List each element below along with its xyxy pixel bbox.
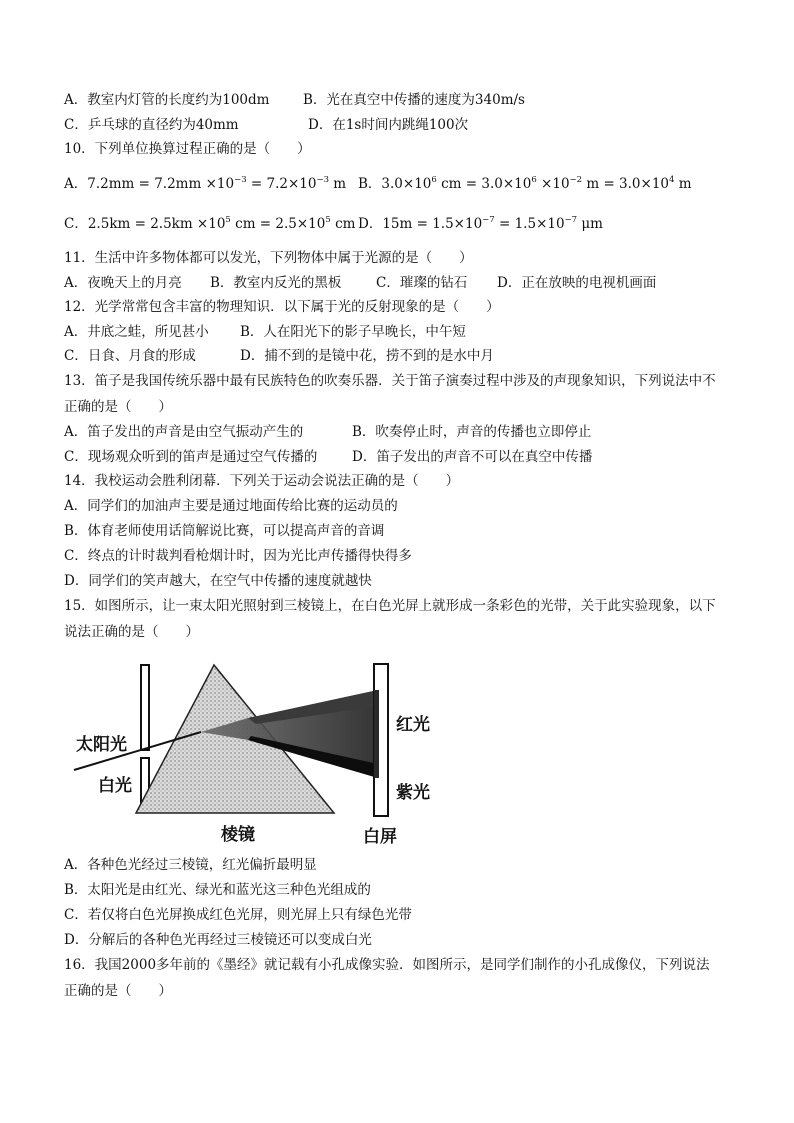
q10-option-c-part: cm <box>330 216 356 232</box>
q15-option-a: A．各种色光经过三棱镜，红光偏折最明显 <box>64 857 317 873</box>
q14-option-a: A．同学们的加油声主要是通过地面传给比赛的运动员的 <box>64 498 398 514</box>
q10-option-b-part: m <box>674 176 692 192</box>
q16-stem-line-2: 正确的是（ ） <box>64 983 172 999</box>
q11-option-a: A．夜晚天上的月亮 <box>64 275 182 291</box>
label-red-light: 红光 <box>396 715 430 735</box>
q9-option-d: D．在1s时间内跳绳100次 <box>308 117 469 133</box>
q12-option-b: B．人在阳光下的影子早晚长，中午短 <box>240 324 466 340</box>
q10-option-b-part: 3.0×10 <box>381 176 432 192</box>
q10-option-d-letter: D． <box>358 216 383 232</box>
q10-option-c-exponent: 5 <box>325 215 331 225</box>
q10-option-c-exponent: 5 <box>225 215 231 225</box>
label-white-light: 白光 <box>98 776 132 796</box>
q15-option-b: B．太阳光是由红光、绿光和蓝光这三种色光组成的 <box>64 882 371 898</box>
q13-stem-line-1: 13．笛子是我国传统乐器中最有民族特色的吹奏乐器．关于笛子演奏过程中涉及的声现象知识，下列说法中不 <box>64 373 716 389</box>
q10-option-c-part: cm = 2.5×10 <box>230 216 326 232</box>
q10-option-a-part: 7.2mm = 7.2mm ×10 <box>87 176 235 192</box>
q13-stem-line-2: 正确的是（ ） <box>64 399 172 415</box>
q11-option-d: D．正在放映的电视机画面 <box>497 275 657 291</box>
q10-option-a-part: m <box>329 176 347 192</box>
q12-option-c: C．日食、月食的形成 <box>64 348 196 364</box>
q10-stem: 10．下列单位换算过程正确的是（ ） <box>64 141 311 157</box>
q12-option-d: D．捕不到的是镜中花，捞不到的是水中月 <box>240 348 494 364</box>
q10-option-b-part: cm = 3.0×10 <box>436 176 532 192</box>
label-violet-light: 紫光 <box>396 783 430 803</box>
label-prism: 棱镜 <box>221 825 255 845</box>
q10-option-d-exponent: −7 <box>482 215 495 225</box>
q14-option-d: D．同学们的笑声越大，在空气中传播的速度就越快 <box>64 573 372 589</box>
q10-option-b <box>358 175 692 193</box>
q13-option-d: D．笛子发出的声音不可以在真空中传播 <box>352 449 593 465</box>
spectrum-on-screen <box>374 690 379 778</box>
q10-option-b-part: ×10 <box>536 176 570 192</box>
q13-option-c: C．现场观众听到的笛声是通过空气传播的 <box>64 449 318 465</box>
q15-option-d: D．分解后的各种色光再经过三棱镜还可以变成白光 <box>64 932 372 948</box>
q10-option-d-part: = 1.5×10 <box>494 216 565 232</box>
q10-option-b-exponent: 6 <box>431 175 437 185</box>
q10-option-a-part: = 7.2×10 <box>246 176 317 192</box>
q10-option-b-letter: B． <box>358 176 382 192</box>
q10-option-a-exponent: −3 <box>316 175 329 185</box>
q10-option-a <box>64 175 346 193</box>
q9-option-b: B．光在真空中传播的速度为340m/s <box>303 92 525 108</box>
q11-option-b: B．教室内反光的黑板 <box>210 275 342 291</box>
label-sunlight: 太阳光 <box>76 735 127 755</box>
q13-option-b: B．吹奏停止时，声音的传播也立即停止 <box>352 424 592 440</box>
q10-option-c <box>64 215 355 233</box>
q9-option-a: A．教室内灯管的长度约为100dm <box>64 92 270 108</box>
q10-option-b-exponent: 4 <box>669 175 675 185</box>
q9-option-c: C．乒乓球的直径约为40mm <box>64 117 239 133</box>
q15-stem-line-2: 说法正确的是（ ） <box>64 624 199 640</box>
q10-option-c-part: 2.5km = 2.5km ×10 <box>87 216 226 232</box>
q15-option-c: C．若仅将白色光屏换成红色光屏，则光屏上只有绿色光带 <box>64 907 412 923</box>
q10-option-d-exponent: −7 <box>564 215 578 225</box>
q10-option-b-part: m = 3.0×10 <box>582 176 670 192</box>
q10-option-a-exponent: −3 <box>234 175 247 185</box>
q10-option-d-part: 15m = 1.5×10 <box>382 216 483 232</box>
q16-stem-line-1: 16．我国2000多年前的《墨经》就记载有小孔成像实验．如图所示，是同学们制作的小孔成像仪，下列说法 <box>64 957 710 973</box>
q12-option-a: A．井底之蛙，所见甚小 <box>64 324 209 340</box>
q10-option-b-exponent: −2 <box>569 175 583 185</box>
q14-stem: 14．我校运动会胜利闭幕．下列关于运动会说法正确的是（ ） <box>64 473 460 489</box>
q10-option-d <box>358 215 603 233</box>
q14-option-b: B．体育老师使用话筒解说比赛，可以提高声音的音调 <box>64 523 385 539</box>
q10-option-a-letter: A． <box>64 176 88 192</box>
q14-option-c: C．终点的计时裁判看枪烟计时，因为光比声传播得快得多 <box>64 548 412 564</box>
slit-plate-upper <box>141 665 149 750</box>
q10-option-d-part: μm <box>577 216 603 232</box>
q12-stem: 12．光学常常包含丰富的物理知识．以下属于光的反射现象的是（ ） <box>64 299 500 315</box>
q11-option-c: C．璀璨的钻石 <box>376 275 468 291</box>
q10-option-c-letter: C． <box>64 216 88 232</box>
q15-stem-line-1: 15．如图所示，让一束太阳光照射到三棱镜上，在白色光屏上就形成一条彩色的光带，关于此实验现象，以下 <box>64 598 716 614</box>
prism-dispersion-figure <box>66 660 446 845</box>
label-white-screen: 白屏 <box>363 827 397 845</box>
q10-option-b-exponent: 6 <box>531 175 537 185</box>
q11-stem: 11．生活中许多物体都可以发光，下列物体中属于光源的是（ ） <box>64 250 473 266</box>
q13-option-a: A．笛子发出的声音是由空气振动产生的 <box>64 424 304 440</box>
